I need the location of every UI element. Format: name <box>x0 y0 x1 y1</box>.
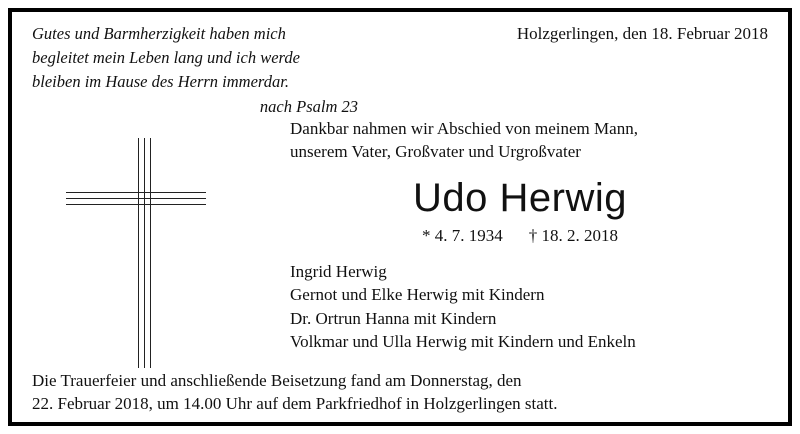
verse-block <box>32 22 372 119</box>
place-and-date: Holzgerlingen, den 18. Februar 2018 <box>516 24 768 43</box>
death-date: † 18. 2. 2018 <box>528 225 618 245</box>
intro-line-2: unserem Vater, Großvater und Urgroßvater <box>290 141 581 161</box>
verse-line-1: Gutes und Barmherzigkeit haben mich <box>32 24 286 43</box>
cross-vertical-line-2 <box>144 138 145 368</box>
life-dates <box>290 226 774 246</box>
list-item: Gernot und Elke Herwig mit Kindern <box>290 285 545 305</box>
family-list <box>290 260 774 354</box>
intro-text <box>290 118 774 164</box>
main-text-column <box>290 118 774 354</box>
verse-line-3: bleiben im Hause des Herrn immerdar. <box>32 71 289 91</box>
deceased-name: Udo Herwig <box>413 175 627 220</box>
funeral-details <box>32 370 770 416</box>
list-item: Ingrid Herwig <box>290 261 387 281</box>
list-item: Dr. Ortrun Hanna mit Kindern <box>290 308 497 328</box>
verse-source: nach Psalm 23 <box>259 96 358 116</box>
cross-horizontal-line-1 <box>66 192 206 193</box>
cross-horizontal-line-3 <box>66 204 206 205</box>
cross-vertical-line-1 <box>138 138 139 368</box>
notice-content <box>20 18 780 418</box>
cross-vertical-line-3 <box>150 138 151 368</box>
intro-line-1: Dankbar nahmen wir Abschied von meinem Mann, <box>290 119 638 138</box>
funeral-details-line-1: Die Trauerfeier und anschließende Beisetzung fand am Donnerstag, den <box>32 371 522 391</box>
cross-icon <box>50 138 260 368</box>
birth-date: * 4. 7. 1934 <box>422 225 503 245</box>
cross-horizontal-line-2 <box>66 198 206 199</box>
funeral-details-line-2: 22. Februar 2018, um 14.00 Uhr auf dem Parkfriedhof in Holzgerlingen statt. <box>32 394 558 414</box>
list-item: Volkmar und Ulla Herwig mit Kindern und Enkeln <box>290 332 636 352</box>
verse-line-2: begleitet mein Leben lang und ich werde <box>32 47 300 67</box>
